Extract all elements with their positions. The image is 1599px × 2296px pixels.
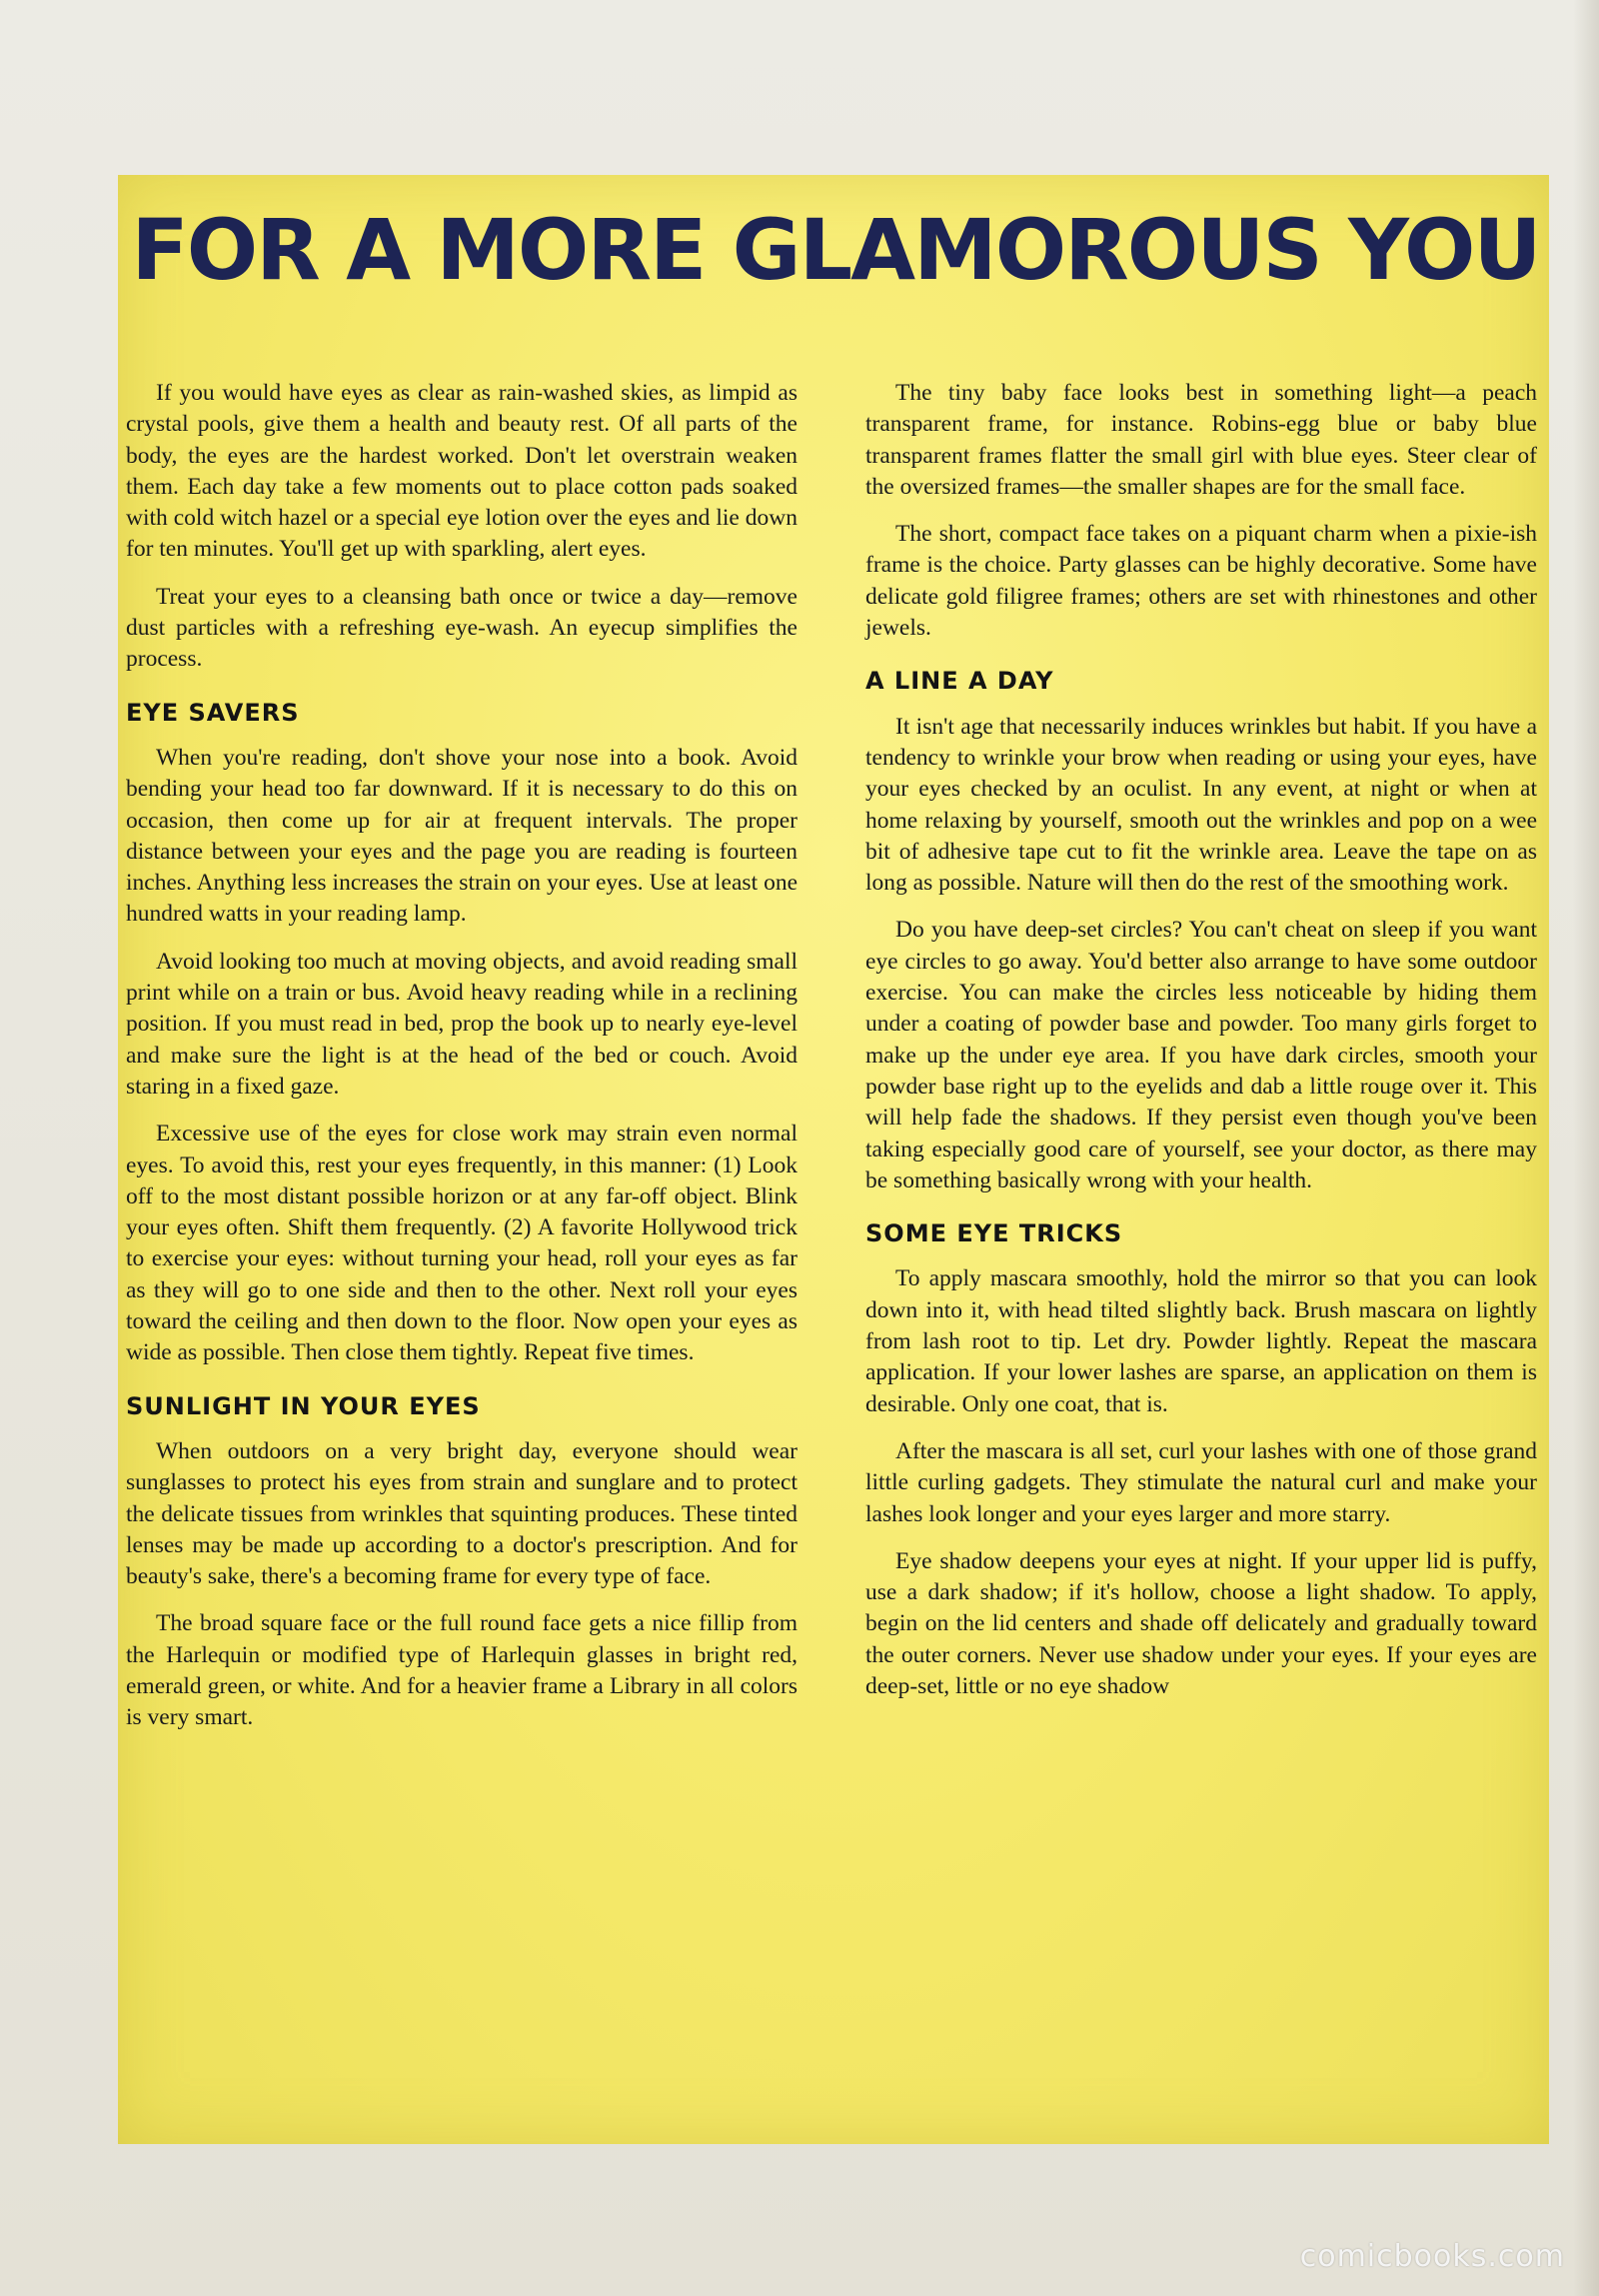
section-heading-eye-tricks: SOME EYE TRICKS	[865, 1219, 1123, 1248]
left-column	[126, 378, 798, 1750]
right-column	[865, 378, 1537, 1718]
paragraph: If you would have eyes as clear as rain-washed skies, as limpid as crystal pools, give them a health and beauty rest. Of all parts of the body, the eyes are the hardest worked. Don't let overstrain weaken them. Each day take a few moments out to place cotton pads soaked with cold witch hazel or a special eye lotion over the eyes and lie down for ten minutes. You'll get up with sparkling, alert eyes.	[126, 380, 798, 563]
paragraph: The tiny baby face looks best in something light—a peach transparent frame, for instance. Robins-egg blue or baby blue transparent frames flatter the small girl with blue eyes. Steer clear of the oversized frames—the smaller shapes are for the small face.	[865, 380, 1537, 500]
article-title: FOR A MORE GLAMOROUS YOU	[131, 201, 1540, 299]
paragraph: Avoid looking too much at moving objects, and avoid reading small print while on a train or bus. Avoid heavy reading while in a reclining position. If you must read in bed, prop the book up to nearly eye-level and make sure the light is at the head of the bed or couch. Avoid staring in a fixed gaze.	[126, 948, 798, 1100]
paragraph: Do you have deep-set circles? You can't cheat on sleep if you want eye circles to go away. You'd better also arrange to have some outdoor exercise. You can make the circles less noticeable by hiding them under a coating of powder base and powder. Too many girls forget to make up the under eye area. If you have dark circles, smooth your powder base right up to the eyelids and dab a little rouge over it. This will help fade the shadows. If they persist even though you've been taking especially good care of yourself, see your doctor, as there may be something basically wrong with your health.	[865, 917, 1537, 1193]
paragraph: Excessive use of the eyes for close work may strain even normal eyes. To avoid this, rest your eyes frequently, in this manner: (1) Look off to the most distant possible horizon or at any far-off object. Blink your eyes often. Shift them frequently. (2) A favorite Hollywood trick to exercise your eyes: without turning your head, roll your eyes as far as they will go to one side and then to the other. Next roll your eyes toward the ceiling and then down to the floor. Now open your eyes as wide as possible. Then close them tightly. Repeat five times.	[126, 1121, 798, 1366]
page-edge-shadow	[1573, 0, 1599, 2296]
paragraph: When you're reading, don't shove your nose into a book. Avoid bending your head too far downward. If it is necessary to do this on occasion, then come up for air at frequent intervals. The proper distance between your eyes and the page you are reading is fourteen inches. Anything less increases the strain on your eyes. Use at least one hundred watts in your reading lamp.	[126, 744, 798, 928]
paragraph: To apply mascara smoothly, hold the mirror so that you can look down into it, with head tilted slightly back. Brush mascara on lightly from lash root to tip. Let dry. Powder lightly. Repeat the mascara application. If your lower lashes are sparse, an application on them is desirable. Only one coat, that is.	[865, 1265, 1537, 1417]
paragraph: The short, compact face takes on a piquant charm when a pixie-ish frame is the choice. Party glasses can be highly decorative. Some have delicate gold filigree frames; others are set with rhinestones and other jewels.	[865, 521, 1537, 642]
paragraph: Treat your eyes to a cleansing bath once or twice a day—remove dust particles with a refreshing eye-wash. An eyecup simplifies the process.	[126, 583, 798, 673]
watermark: comicbooks.com	[1299, 2239, 1565, 2274]
paragraph: The broad square face or the full round face gets a nice fillip from the Harlequin or modified type of Harlequin glasses in bright red, emerald green, or white. And for a heavier frame a Library in all colors is very smart.	[126, 1610, 798, 1731]
section-heading-line-a-day: A LINE A DAY	[865, 667, 1054, 696]
paragraph: After the mascara is all set, curl your lashes with one of those grand little curling gadgets. They stimulate the natural curl and make your lashes look longer and your eyes larger and more starry.	[865, 1437, 1537, 1527]
section-heading-eye-savers: EYE SAVERS	[126, 698, 300, 727]
section-heading-sunlight: SUNLIGHT IN YOUR EYES	[126, 1391, 481, 1420]
paragraph: Eye shadow deepens your eyes at night. If your upper lid is puffy, use a dark shadow; if it's hollow, choose a light shadow. To apply, begin on the lid centers and shade off delicately and gradually toward the outer corners. Never use shadow under your eyes. If your eyes are deep-set, little or no eye shadow	[865, 1547, 1537, 1699]
paragraph: When outdoors on a very bright day, everyone should wear sunglasses to protect his eyes from strain and sunglare and to protect the delicate tissues from wrinkles that squinting produces. These tinted lenses may be made up according to a doctor's prescription. And for beauty's sake, there's a becoming frame for every type of face.	[126, 1437, 798, 1590]
paragraph: It isn't age that necessarily induces wrinkles but habit. If you have a tendency to wrinkle your brow when reading or using your eyes, have your eyes checked by an oculist. In any event, at night or when at home relaxing by yourself, smooth out the wrinkles and pop on a wee bit of adhesive tape cut to fit the wrinkle area. Leave the tape on as long as possible. Nature will then do the rest of the smoothing work.	[865, 713, 1537, 897]
